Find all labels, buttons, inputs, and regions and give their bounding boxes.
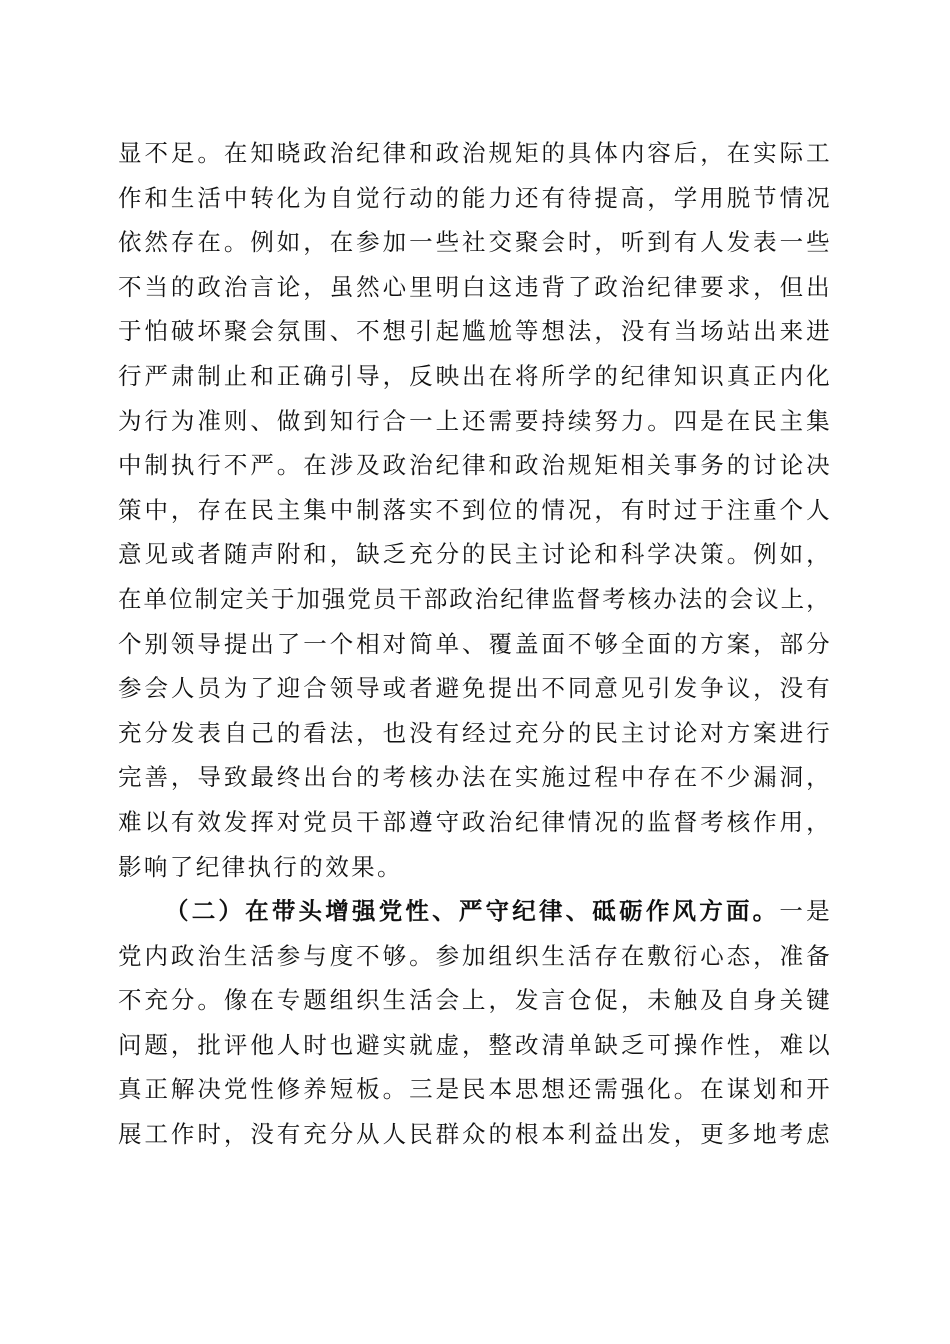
section-heading-tail: 一是 [779, 897, 830, 926]
section-heading: （二）在带头增强党性、严守纪律、砥砺作风方面。 [165, 897, 780, 926]
text-line: 为行为准则、做到知行合一上还需要持续努力。四是在民主集 [118, 406, 830, 435]
text-line: 党内政治生活参与度不够。参加组织生活存在敷衍心态，准备 [118, 941, 830, 970]
text-line: 在单位制定关于加强党员干部政治纪律监督考核办法的会议上， [118, 584, 830, 613]
text-line: 依然存在。例如，在参加一些社交聚会时，听到有人发表一些 [118, 228, 830, 257]
text-line: 参会人员为了迎合领导或者避免提出不同意见引发争议，没有 [118, 674, 830, 703]
text-line: 策中，存在民主集中制落实不到位的情况，有时过于注重个人 [118, 495, 830, 524]
text-line: 个别领导提出了一个相对简单、覆盖面不够全面的方案，部分 [118, 629, 830, 658]
text-line: 影响了纪律执行的效果。 [118, 852, 403, 881]
text-line: 显不足。在知晓政治纪律和政治规矩的具体内容后，在实际工 [118, 139, 830, 167]
body-text [118, 131, 830, 1157]
text-line: 展工作时，没有充分从人民群众的根本利益出发，更多地考虑 [118, 1120, 830, 1149]
text-line: 问题，批评他人时也避实就虚，整改清单缺乏可操作性，难以 [118, 1030, 830, 1059]
text-line: 行严肃制止和正确引导，反映出在将所学的纪律知识真正内化 [118, 361, 830, 390]
text-line: 难以有效发挥对党员干部遵守政治纪律情况的监督考核作用， [118, 807, 830, 836]
text-line: 完善，导致最终出台的考核办法在实施过程中存在不少漏洞， [118, 763, 830, 792]
text-line: 充分发表自己的看法，也没有经过充分的民主讨论对方案进行 [118, 718, 830, 747]
text-line: 意见或者随声附和，缺乏充分的民主讨论和科学决策。例如， [118, 540, 830, 569]
text-line: 不充分。像在专题组织生活会上，发言仓促，未触及自身关键 [118, 986, 830, 1015]
text-line: 不当的政治言论，虽然心里明白这违背了政治纪律要求，但出 [118, 272, 830, 301]
text-line: 于怕破坏聚会氛围、不想引起尴尬等想法，没有当场站出来进 [118, 317, 830, 346]
text-line: 作和生活中转化为自觉行动的能力还有待提高，学用脱节情况 [118, 183, 830, 212]
section-heading-line [118, 889, 830, 934]
text-line: 中制执行不严。在涉及政治纪律和政治规矩相关事务的讨论决 [118, 451, 830, 480]
text-line: 真正解决党性修养短板。三是民本思想还需强化。在谋划和开 [118, 1075, 830, 1104]
